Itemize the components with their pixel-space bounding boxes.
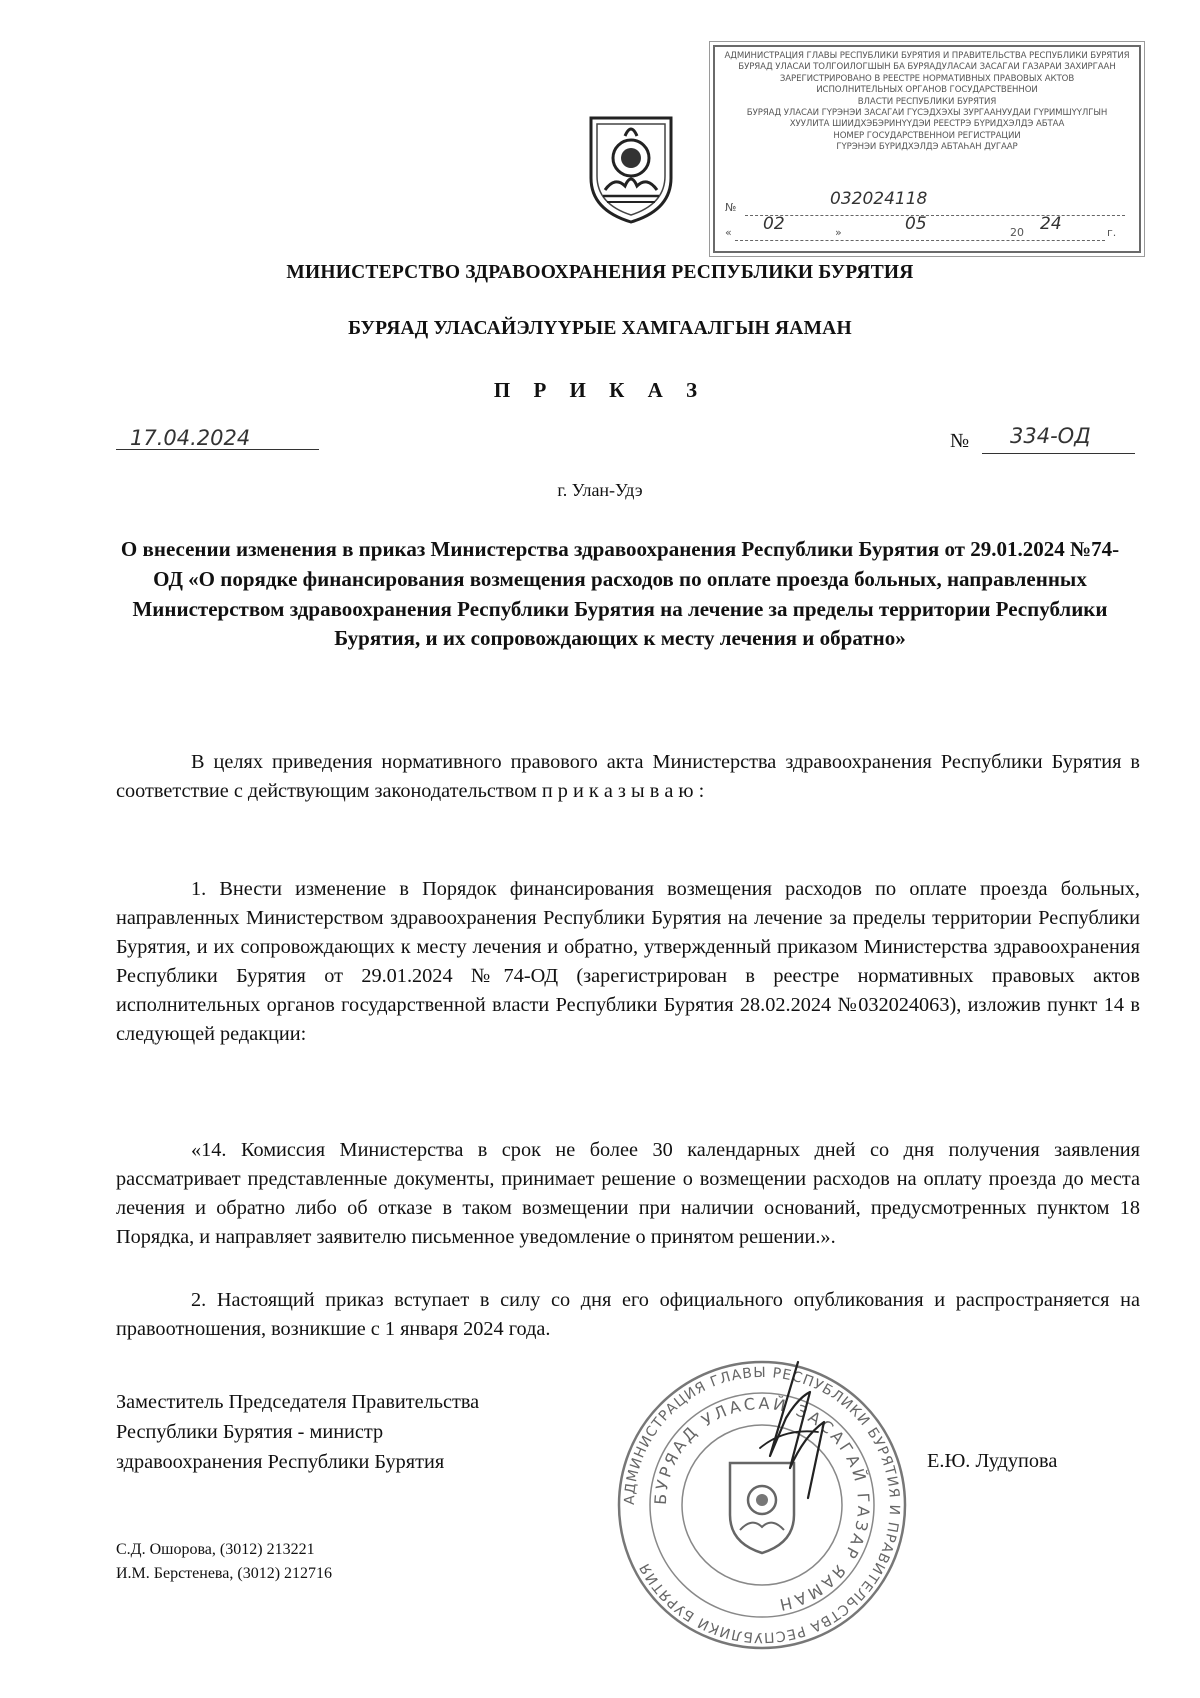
order-number-label: № <box>950 430 970 452</box>
stamp-line: ГҮРЭНЭЙ БҮРИДХЭЛДЭ АБТАҺАН ДУГААР <box>836 142 1018 153</box>
signatory-position-line: здравоохранения Республики Бурятия <box>116 1451 445 1473</box>
stamp-line: ИСПОЛНИТЕЛЬНЫХ ОРГАНОВ ГОСУДАРСТВЕННОЙ <box>816 85 1038 96</box>
contact-persons <box>116 1538 332 1586</box>
preamble-text: В целях приведения нормативного правового акта Министерства здравоохранения Республики Бурятия в соответствие с действующим законодательством п р и к а з ы в а ю : <box>116 751 1140 802</box>
signatory-name: Е.Ю. Лудупова <box>927 1450 1058 1472</box>
item-1-paragraph <box>116 875 1140 1049</box>
order-date-handwritten: 17.04.2024 <box>130 426 251 450</box>
order-title: О внесении изменения в приказ Министерства здравоохранения Республики Бурятия от 29.01.2024 №74-ОД «О порядке финансирования возмещения расходов по оплате проезда больных, направленных Министерством здравоохранения Республики Бурятия на лечение за пределы территории Республики Бурятия, и их сопровождающих к месту лечения и обратно» <box>120 537 1120 651</box>
registration-number-label: № <box>725 201 737 214</box>
coat-of-arms-emblem <box>585 108 677 226</box>
registration-date-year-suffix: 24 <box>1040 214 1062 234</box>
seal-outer-text: АДМИНИСТРАЦИЯ ГЛАВЫ РЕСПУБЛИКИ БУРЯТИЯ И ПРАВИТЕЛЬСТВА РЕСПУБЛИКИ БУРЯТИЯ <box>621 1364 903 1646</box>
registration-number-row <box>725 189 1129 214</box>
stamp-line: ВЛАСТИ РЕСПУБЛИКИ БУРЯТИЯ <box>857 96 997 107</box>
registration-number-value: 032024118 <box>830 189 928 209</box>
stamp-line: АДМИНИСТРАЦИЯ ГЛАВЫ РЕСПУБЛИКИ БУРЯТИЯ И ПРАВИТЕЛЬСТВА РЕСПУБЛИКИ БУРЯТИЯ <box>724 51 1130 61</box>
seal-inner-text: БУРЯАД УЛАСАЙ ЗАСАГАЙ ГАЗАР ЯАМАН <box>650 1393 874 1615</box>
order-date-underline <box>116 449 319 450</box>
stamp-line: БУРЯАД УЛАСАЙ ТОЛГОЙЛОГШЫН БА БУРЯАДУЛАСАЙ ЗАСАГАЙ ГАЗАРАЙ ЗАХИРГААН <box>738 62 1116 73</box>
registration-date-year-prefix: 20 <box>1010 226 1024 239</box>
registration-date-close-quote: » <box>835 226 842 239</box>
order-number-underline <box>982 453 1135 454</box>
order-city: г. Улан-Удэ <box>557 480 643 500</box>
signatory-position-line: Заместитель Председателя Правительства <box>116 1391 480 1413</box>
signatory-position <box>116 1387 479 1477</box>
handwritten-signature <box>700 1358 850 1503</box>
preamble-paragraph <box>116 748 1140 806</box>
stamp-line: БУРЯАД УЛАСАЙ ГҮРЭНЭЙ ЗАСАГАЙ ГҮСЭДХЭХЫ ЗУРГААНУУДАЙ ГҮРИМШҮҮЛГЫН <box>746 108 1108 119</box>
registration-date-month: 05 <box>905 214 927 234</box>
document-type-heading: П Р И К А З <box>493 378 707 402</box>
item-1-quoted-paragraph <box>116 1136 1140 1252</box>
item-2-paragraph <box>116 1286 1140 1344</box>
registration-date-day: 02 <box>763 214 785 234</box>
item-1-quote-text: «14. Комиссия Министерства в срок не более 30 календарных дней со дня получения заявления рассматривает представленные документы, принимает решение о возмещении расходов на оплату проезда до места лечения и обратно либо об отказе в таком возмещении при наличии оснований, предусмотренных пунктом 18 Порядка, и направляет заявителю письменное уведомление о принятом решении.». <box>116 1139 1140 1248</box>
ministry-name-buryat: БУРЯАД УЛАСАЙЭЛҮҮРЫЕ ХАМГААЛГЫН ЯАМАН <box>348 318 852 339</box>
registration-date-row <box>725 214 1129 239</box>
stamp-line: НОМЕР ГОСУДАРСТВЕННОЙ РЕГИСТРАЦИИ <box>833 130 1021 141</box>
order-number-handwritten: 334-ОД <box>1010 424 1091 448</box>
registration-date-open-quote: « <box>725 226 732 239</box>
stamp-line: ЗАРЕГИСТРИРОВАНО В РЕЕСТРЕ НОРМАТИВНЫХ ПРАВОВЫХ АКТОВ <box>779 73 1075 84</box>
registration-date-year-unit: г. <box>1107 226 1117 239</box>
signatory-position-line: Республики Бурятия - министр <box>116 1421 384 1443</box>
registration-stamp <box>713 45 1141 253</box>
item-1-text: 1. Внести изменение в Порядок финансирования возмещения расходов по оплате проезда больных, направленных Министерством здравоохранения Республики Бурятия на лечение за пределы территории Республики Бурятия, и их сопровождающих к месту лечения и обратно, утвержденный приказом Министерства здравоохранения Республики Бурятия от 29.01.2024 №74-ОД (зарегистрирован в реестре нормативных правовых актов исполнительных органов государственной власти Республики Бурятия 28.02.2024 №032024063), изложив пункт 14 в следующей редакции: <box>116 878 1140 1045</box>
item-2-text: 2. Настоящий приказ вступает в силу со дня его официального опубликования и распространяется на правоотношения, возникшие с 1 января 2024 года. <box>116 1289 1140 1340</box>
stamp-line: ХУУЛИТА ШИИДХЭБЭРИНҮҮДЭЙ РЕЕСТРЭ БҮРИДХЭЛДЭ АБТАА <box>789 119 1065 130</box>
contact-line: С.Д. Ошорова, (3012) 213221 <box>116 1541 315 1558</box>
contact-line: И.М. Берстенева, (3012) 212716 <box>116 1565 333 1582</box>
ministry-name-russian: МИНИСТЕРСТВО ЗДРАВООХРАНЕНИЯ РЕСПУБЛИКИ БУРЯТИЯ <box>286 262 914 283</box>
